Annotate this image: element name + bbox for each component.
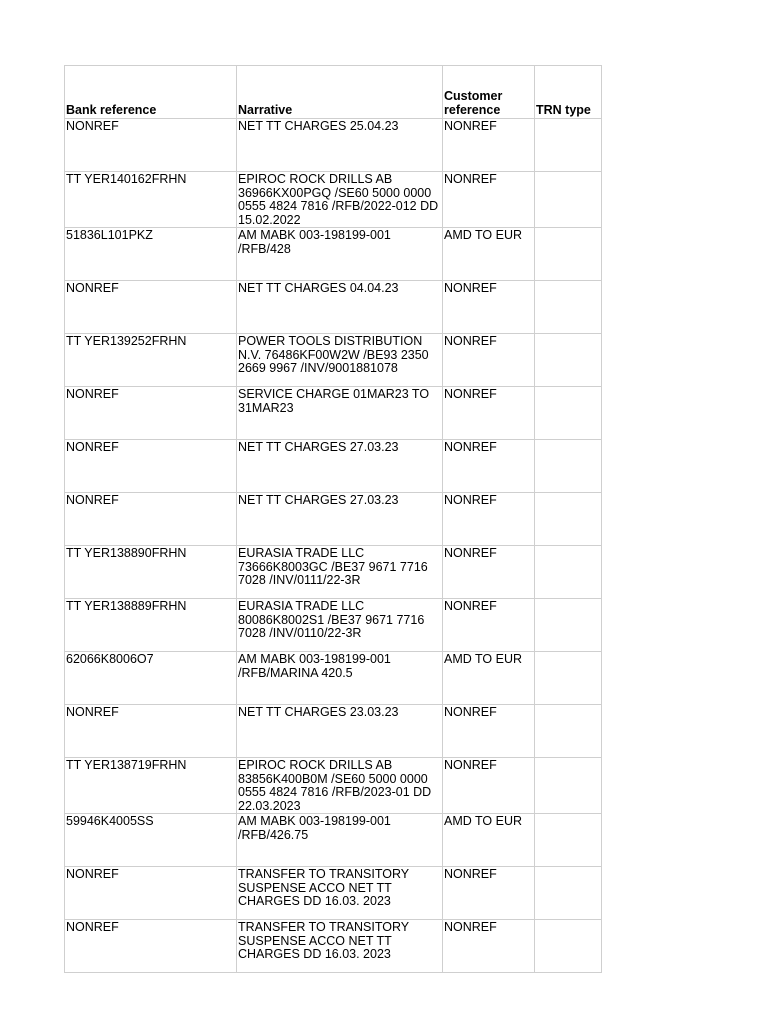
table-row xyxy=(65,387,602,440)
table-row xyxy=(65,705,602,758)
cell-narrative: AM MABK 003-198199-001 /RFB/426.75 xyxy=(237,814,443,867)
header-row xyxy=(65,66,602,119)
cell-customer-reference: NONREF xyxy=(443,867,535,920)
cell-customer-reference: NONREF xyxy=(443,119,535,172)
cell-customer-reference: AMD TO EUR xyxy=(443,652,535,705)
cell-customer-reference: NONREF xyxy=(443,599,535,652)
cell-narrative: POWER TOOLS DISTRIBUTION N.V. 76486KF00W2W /BE93 2350 2669 9967 /INV/9001881078 xyxy=(237,334,443,387)
table-header xyxy=(65,66,602,119)
cell-narrative: EURASIA TRADE LLC 80086K8002S1 /BE37 9671 7716 7028 /INV/0110/22-3R xyxy=(237,599,443,652)
header-bank-reference: Bank reference xyxy=(65,66,237,119)
cell-bank-reference: NONREF xyxy=(65,281,237,334)
header-narrative: Narrative xyxy=(237,66,443,119)
table-row xyxy=(65,599,602,652)
table-row xyxy=(65,440,602,493)
cell-trn-type xyxy=(535,172,602,228)
table-row xyxy=(65,920,602,973)
table-body xyxy=(65,119,602,973)
cell-bank-reference: TT YER138890FRHN xyxy=(65,546,237,599)
cell-narrative: NET TT CHARGES 23.03.23 xyxy=(237,705,443,758)
cell-narrative: NET TT CHARGES 27.03.23 xyxy=(237,493,443,546)
cell-bank-reference: NONREF xyxy=(65,119,237,172)
cell-customer-reference: NONREF xyxy=(443,546,535,599)
cell-trn-type xyxy=(535,334,602,387)
header-customer-reference: Customer reference xyxy=(443,66,535,119)
cell-bank-reference: TT YER138719FRHN xyxy=(65,758,237,814)
table-row xyxy=(65,493,602,546)
cell-narrative: NET TT CHARGES 25.04.23 xyxy=(237,119,443,172)
cell-customer-reference: NONREF xyxy=(443,440,535,493)
cell-trn-type xyxy=(535,705,602,758)
cell-bank-reference: NONREF xyxy=(65,920,237,973)
cell-bank-reference: TT YER138889FRHN xyxy=(65,599,237,652)
cell-narrative: TRANSFER TO TRANSITORY SUSPENSE ACCO NET TT CHARGES DD 16.03. 2023 xyxy=(237,867,443,920)
cell-trn-type xyxy=(535,920,602,973)
table-row xyxy=(65,867,602,920)
cell-customer-reference: NONREF xyxy=(443,172,535,228)
cell-bank-reference: TT YER139252FRHN xyxy=(65,334,237,387)
cell-customer-reference: NONREF xyxy=(443,387,535,440)
cell-trn-type xyxy=(535,758,602,814)
cell-customer-reference: NONREF xyxy=(443,281,535,334)
cell-narrative: EPIROC ROCK DRILLS AB 36966KX00PGQ /SE60 5000 0000 0555 4824 7816 /RFB/2022-012 DD 15.02.2022 xyxy=(237,172,443,228)
cell-bank-reference: NONREF xyxy=(65,493,237,546)
cell-customer-reference: AMD TO EUR xyxy=(443,814,535,867)
cell-narrative: EPIROC ROCK DRILLS AB 83856K400B0M /SE60 5000 0000 0555 4824 7816 /RFB/2023-01 DD 22.03.2023 xyxy=(237,758,443,814)
cell-trn-type xyxy=(535,867,602,920)
cell-customer-reference: NONREF xyxy=(443,493,535,546)
cell-customer-reference: NONREF xyxy=(443,758,535,814)
table-row xyxy=(65,652,602,705)
transactions-table xyxy=(64,65,602,973)
cell-bank-reference: NONREF xyxy=(65,705,237,758)
cell-trn-type xyxy=(535,440,602,493)
cell-bank-reference: 62066K8006O7 xyxy=(65,652,237,705)
cell-customer-reference: NONREF xyxy=(443,334,535,387)
cell-bank-reference: NONREF xyxy=(65,440,237,493)
cell-trn-type xyxy=(535,228,602,281)
cell-trn-type xyxy=(535,546,602,599)
cell-bank-reference: NONREF xyxy=(65,387,237,440)
cell-narrative: NET TT CHARGES 27.03.23 xyxy=(237,440,443,493)
cell-bank-reference: NONREF xyxy=(65,867,237,920)
table-row xyxy=(65,814,602,867)
header-trn-type: TRN type xyxy=(535,66,602,119)
cell-narrative: AM MABK 003-198199-001 /RFB/MARINA 420.5 xyxy=(237,652,443,705)
table-row xyxy=(65,172,602,228)
cell-trn-type xyxy=(535,814,602,867)
cell-bank-reference: 51836L101PKZ xyxy=(65,228,237,281)
cell-customer-reference: NONREF xyxy=(443,920,535,973)
cell-bank-reference: 59946K4005SS xyxy=(65,814,237,867)
cell-narrative: AM MABK 003-198199-001 /RFB/428 xyxy=(237,228,443,281)
table-row xyxy=(65,281,602,334)
cell-narrative: SERVICE CHARGE 01MAR23 TO 31MAR23 xyxy=(237,387,443,440)
table-row xyxy=(65,119,602,172)
cell-trn-type xyxy=(535,652,602,705)
cell-bank-reference: TT YER140162FRHN xyxy=(65,172,237,228)
cell-narrative: TRANSFER TO TRANSITORY SUSPENSE ACCO NET TT CHARGES DD 16.03. 2023 xyxy=(237,920,443,973)
cell-customer-reference: NONREF xyxy=(443,705,535,758)
cell-customer-reference: AMD TO EUR xyxy=(443,228,535,281)
table-row xyxy=(65,546,602,599)
table-row xyxy=(65,758,602,814)
cell-trn-type xyxy=(535,387,602,440)
table-row xyxy=(65,334,602,387)
cell-narrative: EURASIA TRADE LLC 73666K8003GC /BE37 9671 7716 7028 /INV/0111/22-3R xyxy=(237,546,443,599)
cell-trn-type xyxy=(535,119,602,172)
cell-trn-type xyxy=(535,281,602,334)
cell-trn-type xyxy=(535,493,602,546)
cell-narrative: NET TT CHARGES 04.04.23 xyxy=(237,281,443,334)
table-row xyxy=(65,228,602,281)
cell-trn-type xyxy=(535,599,602,652)
